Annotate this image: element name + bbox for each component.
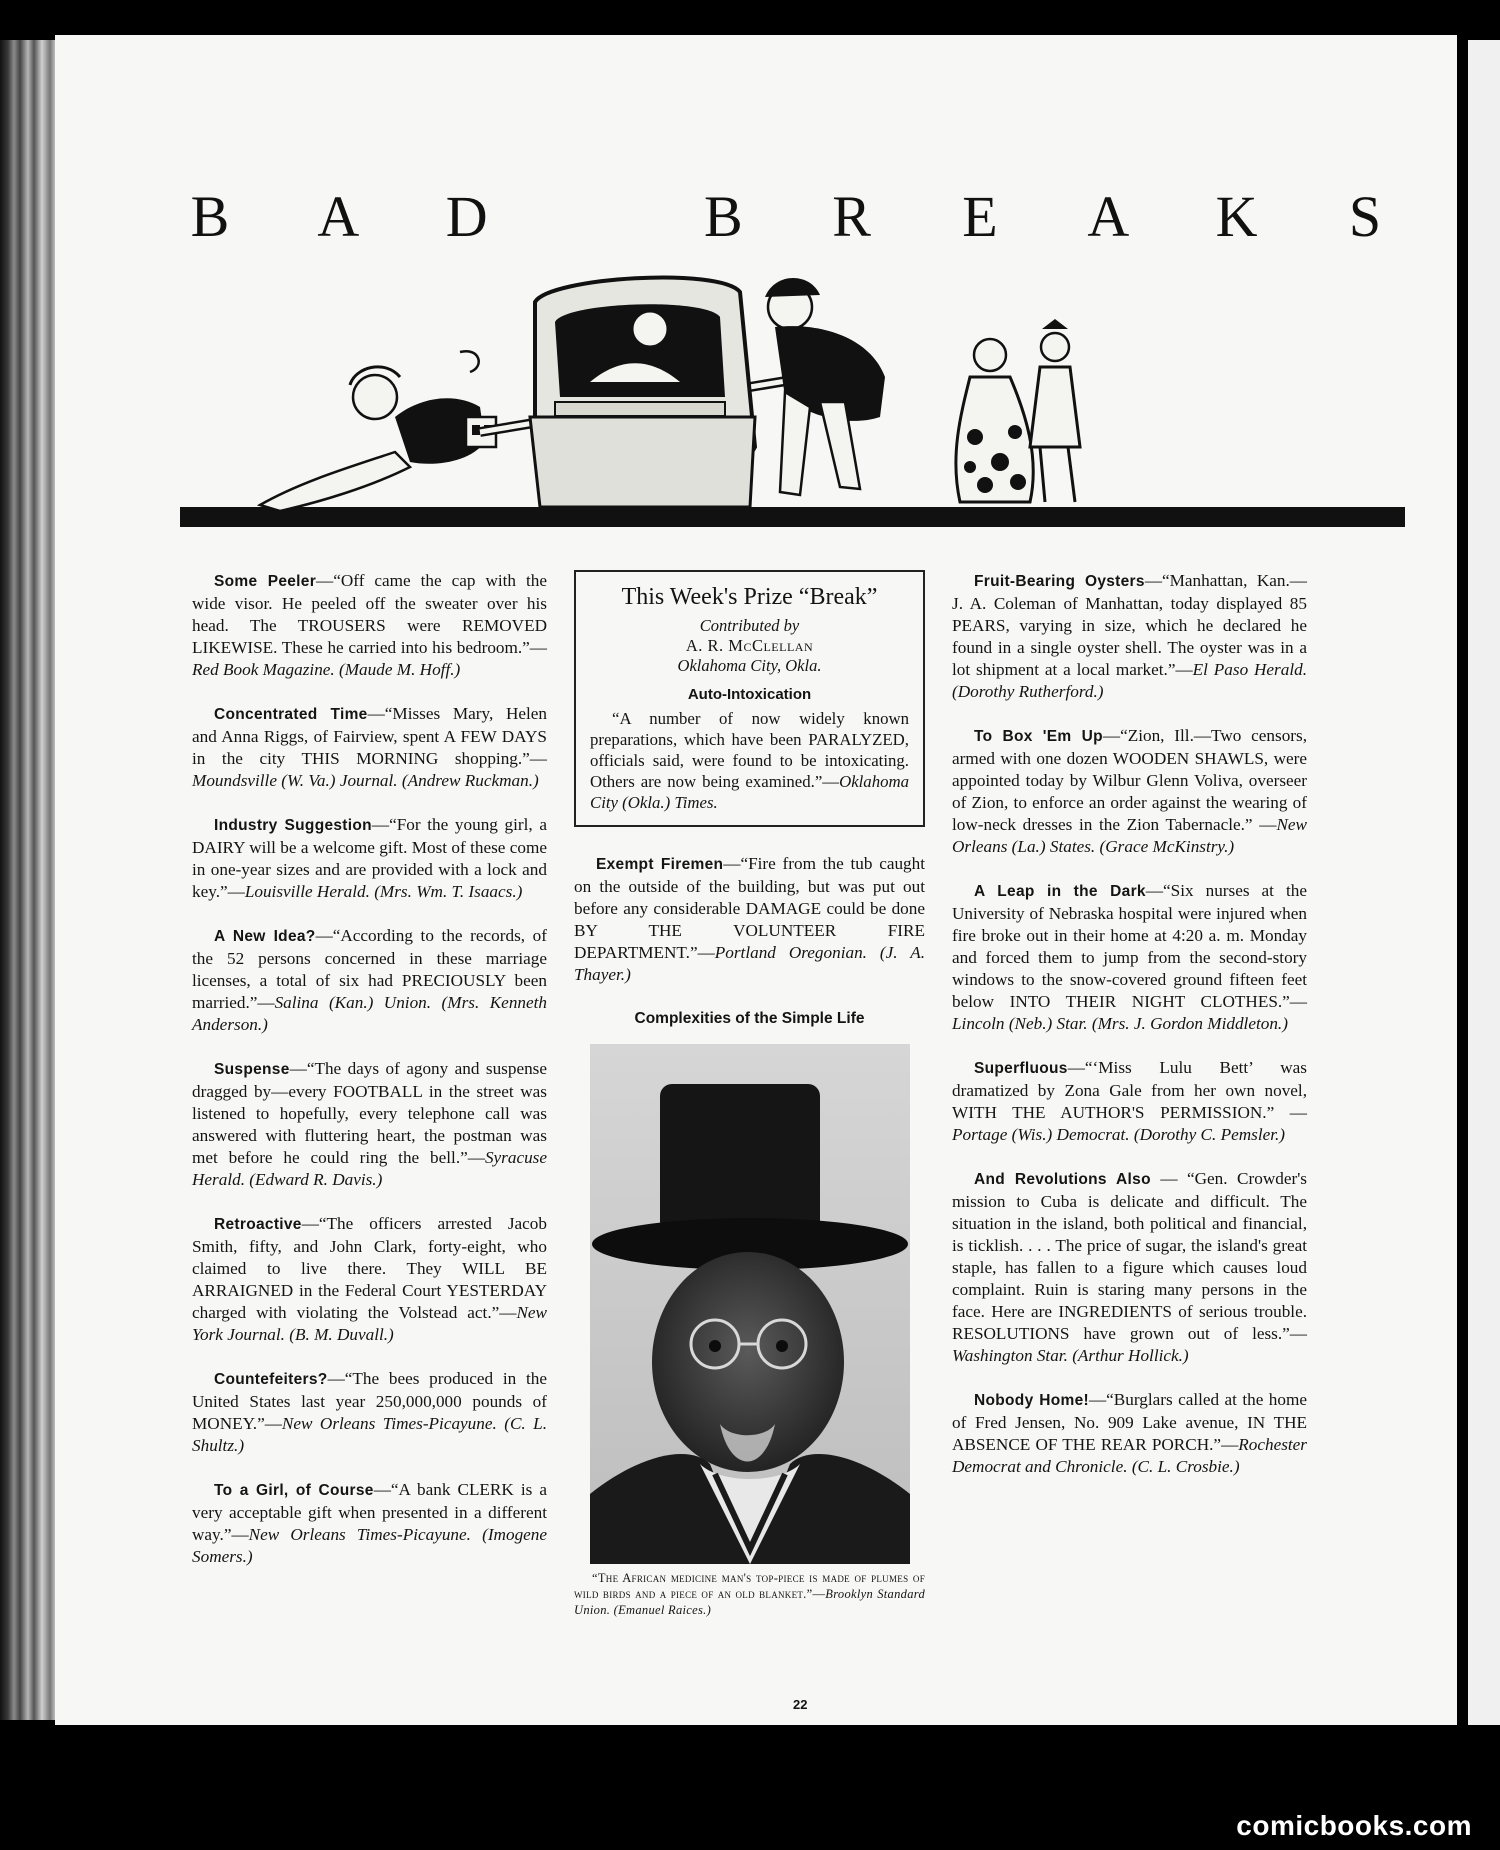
list-item: Countefeiters?—“The bees produced in the United States last year 250,000,000 pounds of MONEY.”—New Orleans Times-Picayune. (C. L. Shultz.) bbox=[192, 1369, 548, 1455]
list-item: Fruit-Bearing Oysters—“Manhattan, Kan.—J. A. Coleman of Manhattan, today displayed 85 PEARS, varying in size, which he declared he found in a single oyster shell. The oyster was in a lot shipment at a local market.”—El Paso Herald. (Dorothy Rutherford.) bbox=[952, 571, 1308, 701]
prize-break-box bbox=[574, 570, 925, 827]
title-letter: A bbox=[1087, 184, 1130, 249]
title-letter: R bbox=[832, 184, 871, 249]
list-item: Suspense—“The days of agony and suspense dragged by—every FOOTBALL in the street was listened to hopefully, every telephone call was answered with fluttering heart, the postman was met before he could ring the bell.”—Syracuse Herald. (Edward R. Davis.) bbox=[192, 1059, 547, 1189]
left-column bbox=[192, 570, 547, 1590]
list-item: To Box 'Em Up—“Zion, Ill.—Two censors, armed with one dozen WOODEN SHAWLS, were appointed today by Wilbur Glenn Voliva, overseer of Zion, to enforce an order against the wearing of low-neck dresses in the Zion Tabernacle.” —New Orleans (La.) States. (Grace McKinstry.) bbox=[952, 726, 1308, 856]
sedan-chair-illustration bbox=[180, 267, 1405, 537]
list-item: Retroactive—“The officers arrested Jacob Smith, fifty, and John Clark, forty-eight, who claimed to live there. They WILL BE ARRAIGNED in the Federal Court YESTERDAY charged with violating the Volstead act.”—New York Journal. (B. M. Duvall.) bbox=[192, 1214, 547, 1344]
title-gap bbox=[565, 183, 625, 250]
photo-caption: “The African medicine man's top-piece is made of plumes of wild birds and a piece of an old blanket.”—Brooklyn Standard Union. (Emanuel Raices.) bbox=[574, 1571, 925, 1617]
prize-place: Oklahoma City, Okla. bbox=[677, 656, 822, 675]
list-item: Some Peeler—“Off came the cap with the wide visor. He peeled off the sweater over his head. The TROUSERS were REMOVED LIKEWISE. These he carried into his bedroom.”—Red Book Magazine. (Maude M. Hoff.) bbox=[192, 571, 547, 679]
prize-name: A. R. McClellan bbox=[685, 636, 814, 655]
title-letter: D bbox=[445, 184, 488, 249]
page-number: 22 bbox=[793, 1697, 808, 1712]
page-title bbox=[180, 183, 1395, 250]
portrait-photo bbox=[590, 1044, 910, 1564]
title-letter: E bbox=[962, 184, 998, 249]
list-item: Superfluous—“‘Miss Lulu Bett’ was dramatized by Zona Gale from her own novel, WITH THE AUTHOR'S PERMISSION.” —Portage (Wis.) Democrat. (Dorothy C. Pemsler.) bbox=[952, 1058, 1307, 1144]
title-letter: S bbox=[1348, 184, 1382, 249]
title-letter: A bbox=[317, 184, 360, 249]
prize-title: This Week's Prize “Break” bbox=[621, 584, 878, 610]
photo-title: Complexities of the Simple Life bbox=[634, 1010, 865, 1027]
portrait-illustration bbox=[590, 1044, 910, 1564]
list-item: A New Idea?—“According to the records, of the 52 persons concerned in these marriage licenses, a total of six had PRECIOUSLY been married.”—Salina (Kan.) Union. (Mrs. Kenneth Anderson.) bbox=[192, 926, 548, 1034]
title-letter: K bbox=[1215, 184, 1258, 249]
title-letter: B bbox=[703, 184, 743, 249]
list-item: Industry Suggestion—“For the young girl, a DAIRY will be a welcome gift. Most of these come in one-year sizes and are provided with a lock and key.”—Louisville Herald. (Mrs. Wm. T. Isaacs.) bbox=[192, 815, 547, 901]
list-item: To a Girl, of Course—“A bank CLERK is a very acceptable gift when presented in a different way.”—New Orleans Times-Picayune. (Imogene Somers.) bbox=[192, 1480, 548, 1566]
next-page-edge bbox=[1462, 40, 1500, 1725]
prize-subhead: Auto-Intoxication bbox=[687, 686, 812, 703]
list-item: Nobody Home!—“Burglars called at the home of Fred Jensen, No. 909 Lake avenue, IN THE ABSENCE OF THE REAR PORCH.”—Rochester Democrat and Chronicle. (C. L. Crosbie.) bbox=[952, 1390, 1307, 1476]
right-column bbox=[952, 570, 1307, 1500]
watermark: comicbooks.com bbox=[1236, 1810, 1472, 1841]
list-item: And Revolutions Also — “Gen. Crowder's mission to Cuba is delicate and difficult. The situation in the island, both political and financial, is ticklish. . . . The price of sugar, the island's great staple, has fallen to a figure which causes loud complaint. Ruin is staring many persons in the face. Here are INGREDIENTS of serious trouble. RESOLUTIONS have grown out of less.”—Washington Star. (Arthur Hollick.) bbox=[952, 1169, 1307, 1365]
list-item: A Leap in the Dark—“Six nurses at the University of Nebraska hospital were injured when fire broke out in their home at 4:20 a. m. Monday and forced them to jump from the second-story windows to the snow-covered ground fifteen feet below INTO THEIR NIGHT CLOTHES.”—Lincoln (Neb.) Star. (Mrs. J. Gordon Middleton.) bbox=[952, 881, 1307, 1033]
middle-column bbox=[574, 570, 925, 1618]
binding-edge bbox=[0, 40, 60, 1720]
title-letter: B bbox=[190, 184, 230, 249]
prize-text: “A number of now widely known preparations, which have been PARALYZED, officials said, were found to be intoxicating. Others are now being examined.”—Oklahoma City (Okla.) Times. bbox=[590, 709, 909, 812]
magazine-page bbox=[55, 35, 1457, 1725]
prize-contributed: Contributed by bbox=[699, 616, 800, 635]
list-item: Exempt Firemen—“Fire from the tub caught on the outside of the building, but was put out before any considerable DAMAGE could be done BY THE VOLUNTEER FIRE DEPARTMENT.”—Portland Oregonian. (J. A. Thayer.) bbox=[574, 854, 926, 984]
list-item: Concentrated Time—“Misses Mary, Helen and Anna Riggs, of Fairview, spent A FEW DAYS in the city THIS MORNING shopping.”—Moundsville (W. Va.) Journal. (Andrew Ruckman.) bbox=[192, 704, 547, 790]
